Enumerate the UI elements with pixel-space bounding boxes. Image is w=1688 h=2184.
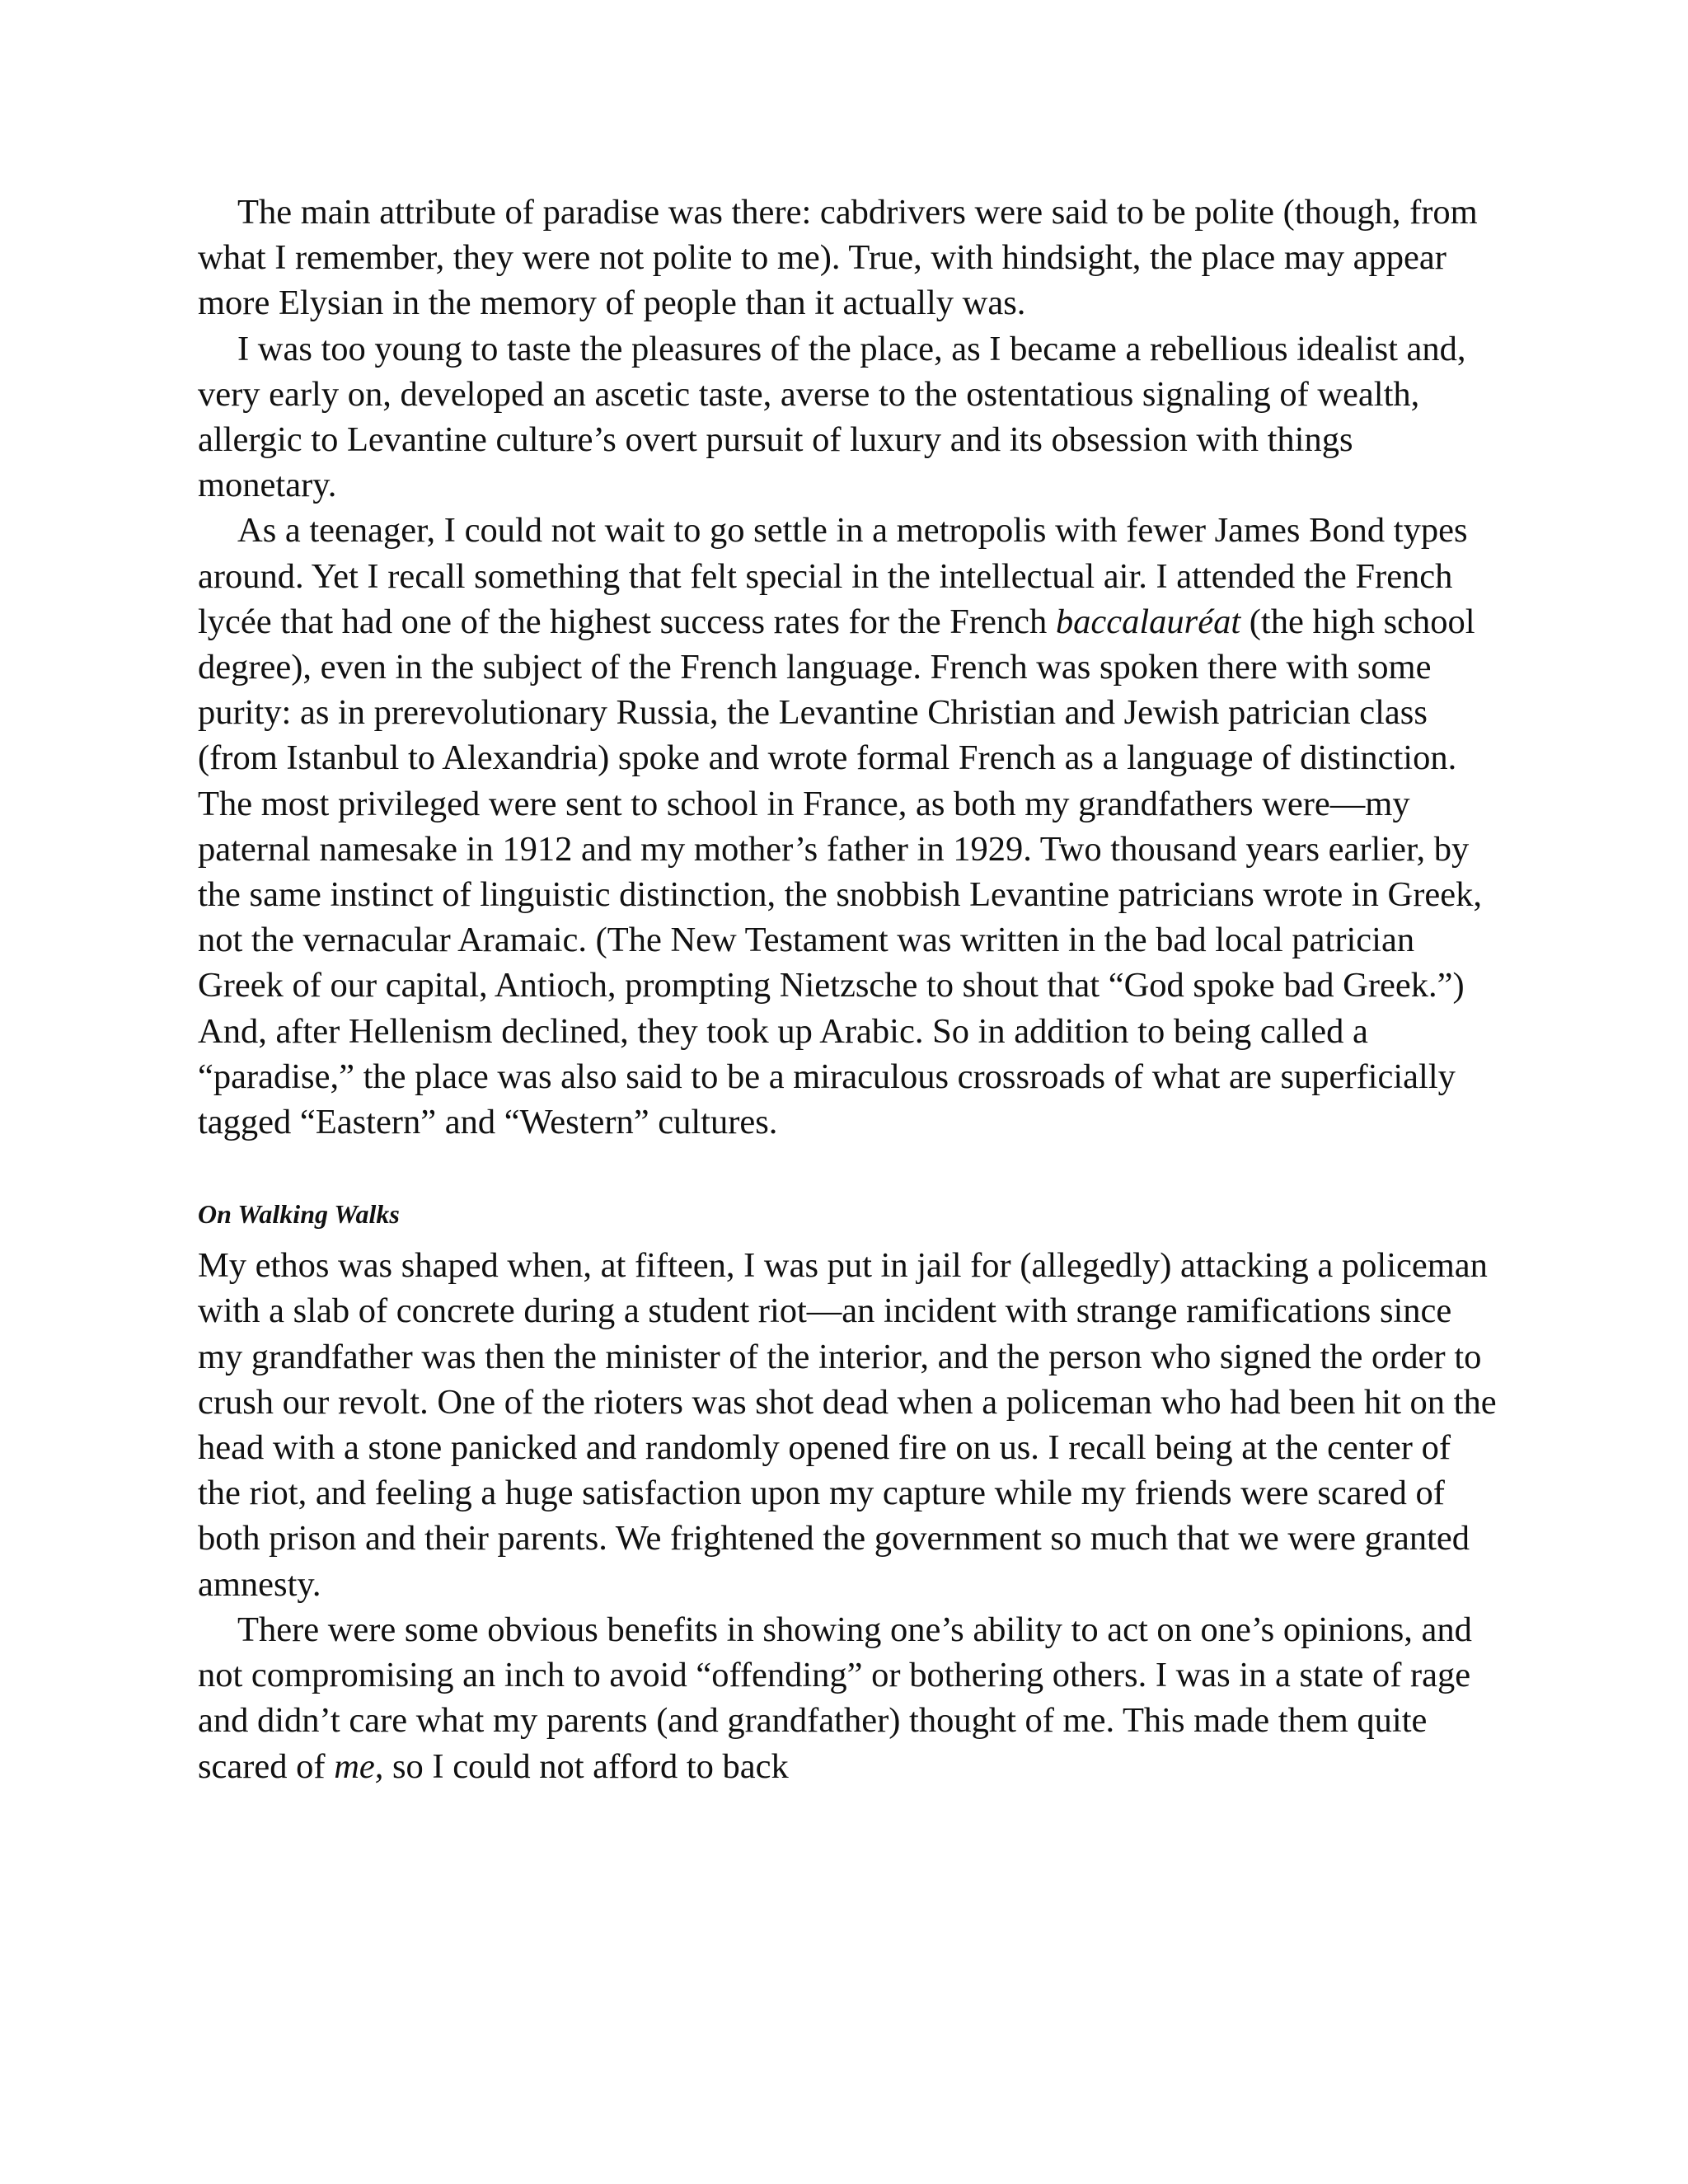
book-page — [198, 190, 1500, 1789]
paragraph-text: As a teenager, I could not wait to go settle in a metropolis with fewer James Bond types around. Yet I recall something that felt special in the intellectual air. I attended the French lycée that had one of the highest success rates for the French — [198, 511, 1468, 641]
paragraph-jail: My ethos was shaped when, at fifteen, I was put in jail for (allegedly) attacking a policeman with a slab of concrete during a student riot—an incident with strange ramifications since my grandfather was then the minister of the interior, and the person who signed the order to crush our revolt. One of the rioters was shot dead when a policeman who had been hit on the head with a stone panicked and randomly opened fire on us. I recall being at the center of the riot, and feeling a huge satisfaction upon my capture while my friends were scared of both prison and their parents. We frightened the government so much that we were granted amnesty. — [198, 1246, 1497, 1604]
paragraph-text: (the high school degree), even in the subject of the French language. French was spoken there with some purity: as in prerevolutionary Russia, the Levantine Christian and Jewish patrician class (from Istanbul to Alexandria) spoke and wrote formal French as a language of distinction. The most privileged were sent to school in France, as both my grandfathers were—my paternal namesake in 1912 and my mother’s father in 1929. Two thousand years earlier, by the same instinct of linguistic distinction, the snobbish Levantine patricians wrote in Greek, not the vernacular Aramaic. (The New Testament was written in the bad local patrician Greek of our capital, Antioch, prompting Nietzsche to shout that “God spoke bad Greek.”) And, after Hellenism declined, they took up Arabic. So in addition to being called a “paradise,” the place was also said to be a miraculous crossroads of what are superficially tagged “Eastern” and “Western” cultures. — [198, 602, 1482, 1142]
italic-term: baccalauréat — [1055, 602, 1241, 641]
italic-term: me, — [334, 1746, 384, 1786]
paragraph-text: There were some obvious benefits in showing one’s ability to act on one’s opinions, and not compromising an inch to avoid “offending” or bothering others. I was in a state of rage and didn’t care what my parents (and grandfather) thought of me. This made them quite scared of — [198, 1610, 1472, 1786]
paragraph-french-lycee — [198, 508, 1500, 1145]
paragraph-text: so I could not afford to back — [383, 1746, 789, 1786]
paragraph-ascetic-taste: I was too young to taste the pleasures of the place, as I became a rebellious idealist and, very early on, developed an ascetic taste, averse to the ostentatious signaling of wealth, allergic to Levantine culture’s overt pursuit of luxury and its obsession with things monetary. — [198, 329, 1466, 505]
paragraph-benefits — [198, 1607, 1500, 1789]
section-heading: On Walking Walks — [198, 1199, 400, 1230]
paragraph-paradise: The main attribute of paradise was there: cabdrivers were said to be polite (though, from what I remember, they were not polite to me). True, with hindsight, the place may appear more Elysian in the memory of people than it actually was. — [198, 193, 1478, 323]
